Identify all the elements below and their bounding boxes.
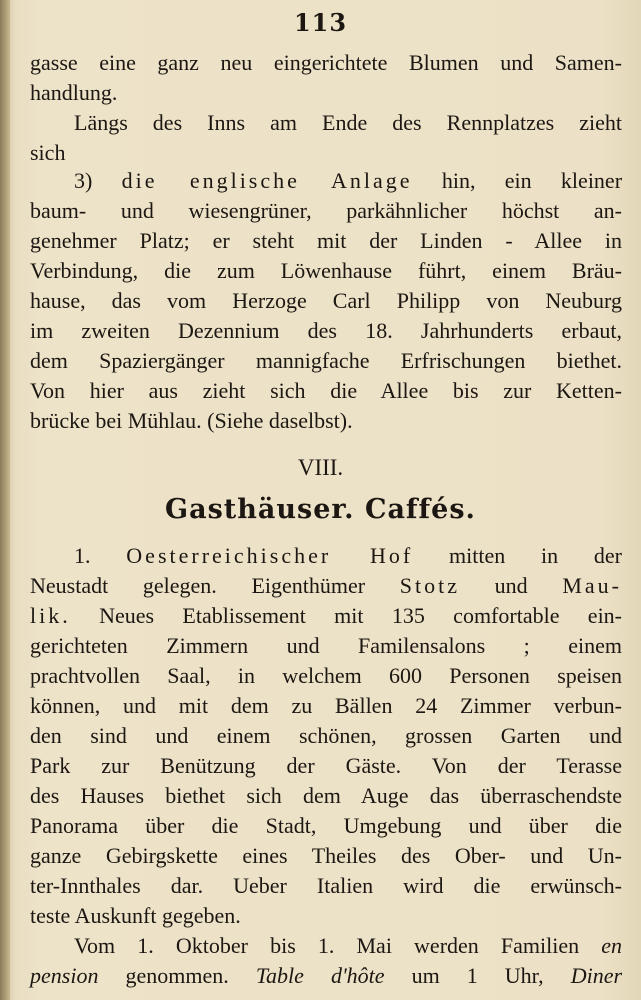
text-fragment: mitten in der	[449, 543, 623, 568]
text-fragment: um 1 Uhr,	[411, 963, 544, 988]
text-line: prachtvollen Saal, in welchem 600 Personen speisen	[30, 663, 622, 688]
text-line: ganze Gebirgskette eines Theiles des Ober- und Un-	[30, 843, 622, 868]
text-fragment: genommen.	[125, 963, 229, 988]
text-line: hause, das vom Herzoge Carl Philipp von Neuburg	[30, 288, 622, 313]
text-fragment: Vom 1. Oktober bis 1. Mai werden Familien	[74, 933, 580, 958]
spaced-emphasis: Stotz	[399, 573, 460, 598]
section-title: Gasthäuser. Caffés.	[165, 494, 476, 525]
text-line	[30, 571, 622, 601]
text-fragment: Neustadt gelegen. Eigenthümer	[30, 573, 366, 598]
text-line: Park zur Benützung der Gäste. Von der Terasse	[30, 753, 622, 778]
text-line: gerichteten Zimmern und Familensalons ; einem	[30, 633, 622, 658]
spaced-emphasis: Mau-	[562, 573, 622, 598]
text-line	[74, 541, 622, 571]
text-line	[30, 601, 622, 631]
italic-fragment: Table d'hôte	[255, 963, 385, 988]
section-number: VIII.	[297, 455, 344, 480]
text-line: brücke bei Mühlau. (Siehe daselbst).	[30, 408, 353, 433]
text-fragment: und	[494, 573, 528, 598]
text-line	[74, 931, 622, 961]
text-line: Panorama über die Stadt, Umgebung und über die	[30, 813, 622, 838]
text-line: sich	[30, 140, 66, 165]
text-line	[74, 166, 622, 196]
list-number: 3)	[74, 168, 93, 193]
text-line: Längs des Inns am Ende des Rennplatzes zieht	[74, 110, 622, 135]
text-line	[30, 961, 622, 991]
text-line: des Hauses biethet sich dem Auge das überraschendste	[30, 783, 622, 808]
text-fragment: hin, ein kleiner	[441, 168, 623, 193]
italic-fragment: Diner	[570, 963, 623, 988]
text-fragment: Neues Etablissement mit 135 comfortable ein-	[99, 603, 623, 628]
spaced-emphasis: die englische Anlage	[121, 168, 413, 193]
text-line: im zweiten Dezennium des 18. Jahrhunderts erbaut,	[30, 318, 622, 343]
spaced-emphasis: Oesterreichischer Hof	[126, 543, 414, 568]
text-line: teste Auskunft gegeben.	[30, 903, 241, 928]
text-line: können, und mit dem zu Bällen 24 Zimmer verbun-	[30, 693, 622, 718]
italic-fragment: en	[601, 933, 623, 958]
spaced-emphasis: lik.	[30, 603, 71, 628]
text-line: ter-Innthales dar. Ueber Italien wird die erwünsch-	[30, 873, 622, 898]
text-line: den sind und einem schönen, grossen Garten und	[30, 723, 622, 748]
text-line: Von hier aus zieht sich die Allee bis zur Ketten-	[30, 378, 622, 403]
text-line: dem Spaziergänger mannigfache Erfrischungen biethet.	[30, 348, 622, 373]
text-line: genehmer Platz; er steht mit der Linden - Allee in	[30, 228, 622, 253]
text-line: Verbindung, die zum Löwenhause führt, einem Bräu-	[30, 258, 622, 283]
text-line: handlung.	[30, 80, 118, 105]
page-number: 113	[293, 8, 348, 37]
text-line: baum- und wiesengrüner, parkähnlicher höchst an-	[30, 198, 622, 223]
text-line: gasse eine ganz neu eingerichtete Blumen und Samen-	[30, 50, 622, 75]
list-number: 1.	[74, 543, 91, 568]
italic-fragment: pension	[30, 963, 99, 988]
